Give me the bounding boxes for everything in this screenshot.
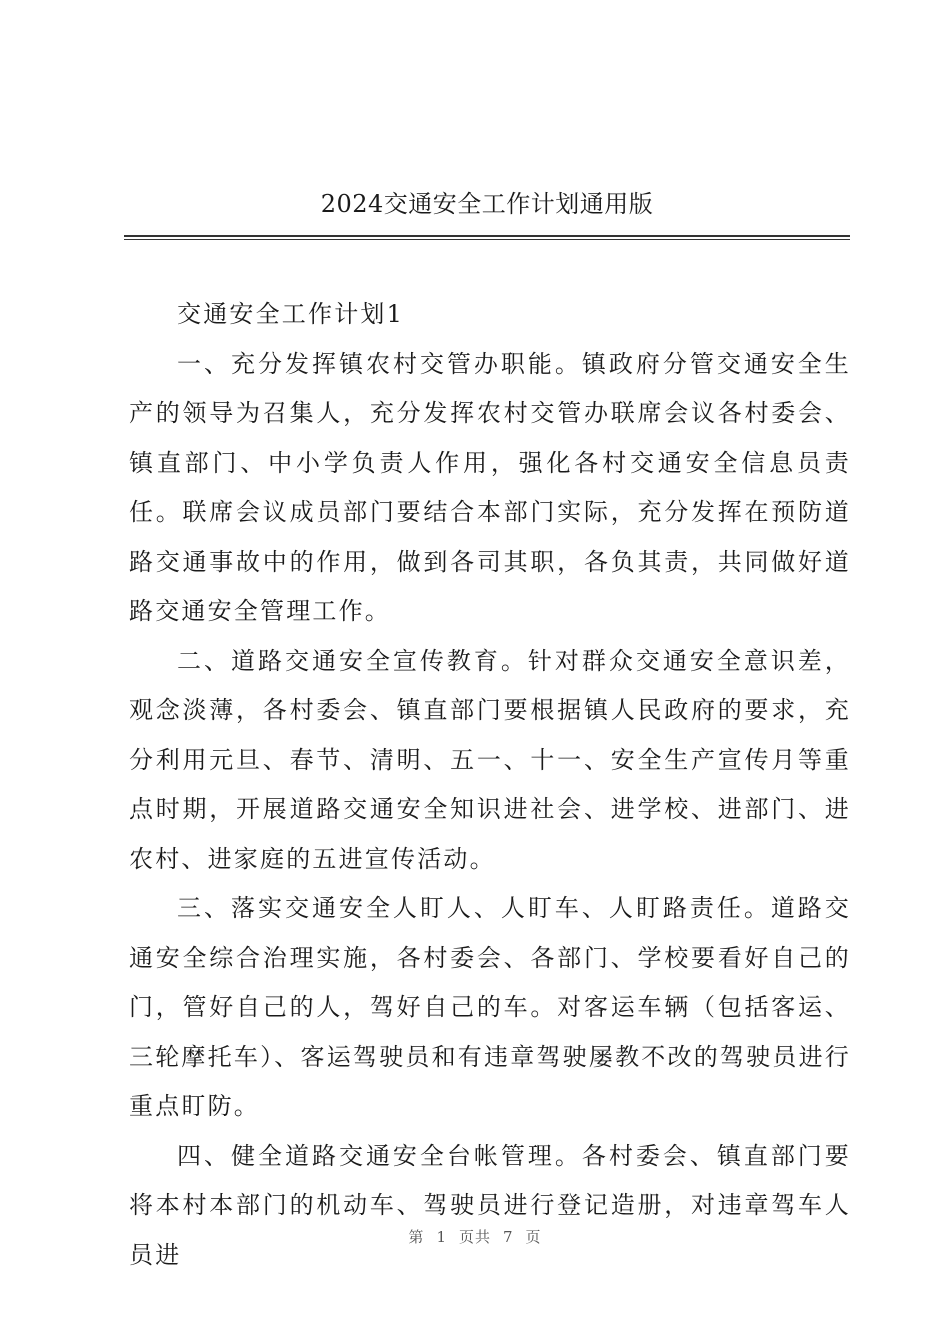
paragraph-4: 四、健全道路交通安全台帐管理。各村委会、镇直部门要将本村本部门的机动车、驾驶员进行登记造册，对违章驾车人员进 bbox=[129, 1141, 851, 1269]
footer-current-page: 1 bbox=[436, 1228, 447, 1246]
paragraph-1: 一、充分发挥镇农村交管办职能。镇政府分管交通安全生产的领导为召集人，充分发挥农村交管办联席会议各村委会、镇直部门、中小学负责人作用，强化各村交通安全信息员责任。联席会议成员部门要结合本部门实际，充分发挥在预防道路交通事故中的作用，做到各司其职，各负其责，共同做好道路交通安全管理工作。 bbox=[129, 349, 851, 625]
paragraph-3: 三、落实交通安全人盯人、人盯车、人盯路责任。道路交通安全综合治理实施，各村委会、各部门、学校要看好自己的门，管好自己的人，驾好自己的车。对客运车辆（包括客运、三轮摩托车）、客运驾驶员和有违章驾驶屡教不改的驾驶员进行重点盯防。 bbox=[129, 894, 851, 1120]
footer-suffix: 页 bbox=[525, 1228, 542, 1246]
page-footer bbox=[0, 1226, 950, 1247]
footer-prefix: 第 bbox=[408, 1228, 425, 1246]
section-heading: 交通安全工作计划1 bbox=[177, 300, 405, 328]
footer-total-pages: 7 bbox=[503, 1228, 514, 1246]
title-divider bbox=[124, 235, 850, 240]
document-body bbox=[129, 290, 851, 1280]
page-title: 2024交通安全工作计划通用版 bbox=[320, 190, 654, 218]
footer-middle: 页共 bbox=[458, 1228, 491, 1246]
paragraph-2: 二、道路交通安全宣传教育。针对群众交通安全意识差，观念淡薄，各村委会、镇直部门要根据镇人民政府的要求，充分利用元旦、春节、清明、五一、十一、安全生产宣传月等重点时期，开展道路交通安全知识进社会、进学校、进部门、进农村、进家庭的五进宣传活动。 bbox=[129, 646, 851, 873]
